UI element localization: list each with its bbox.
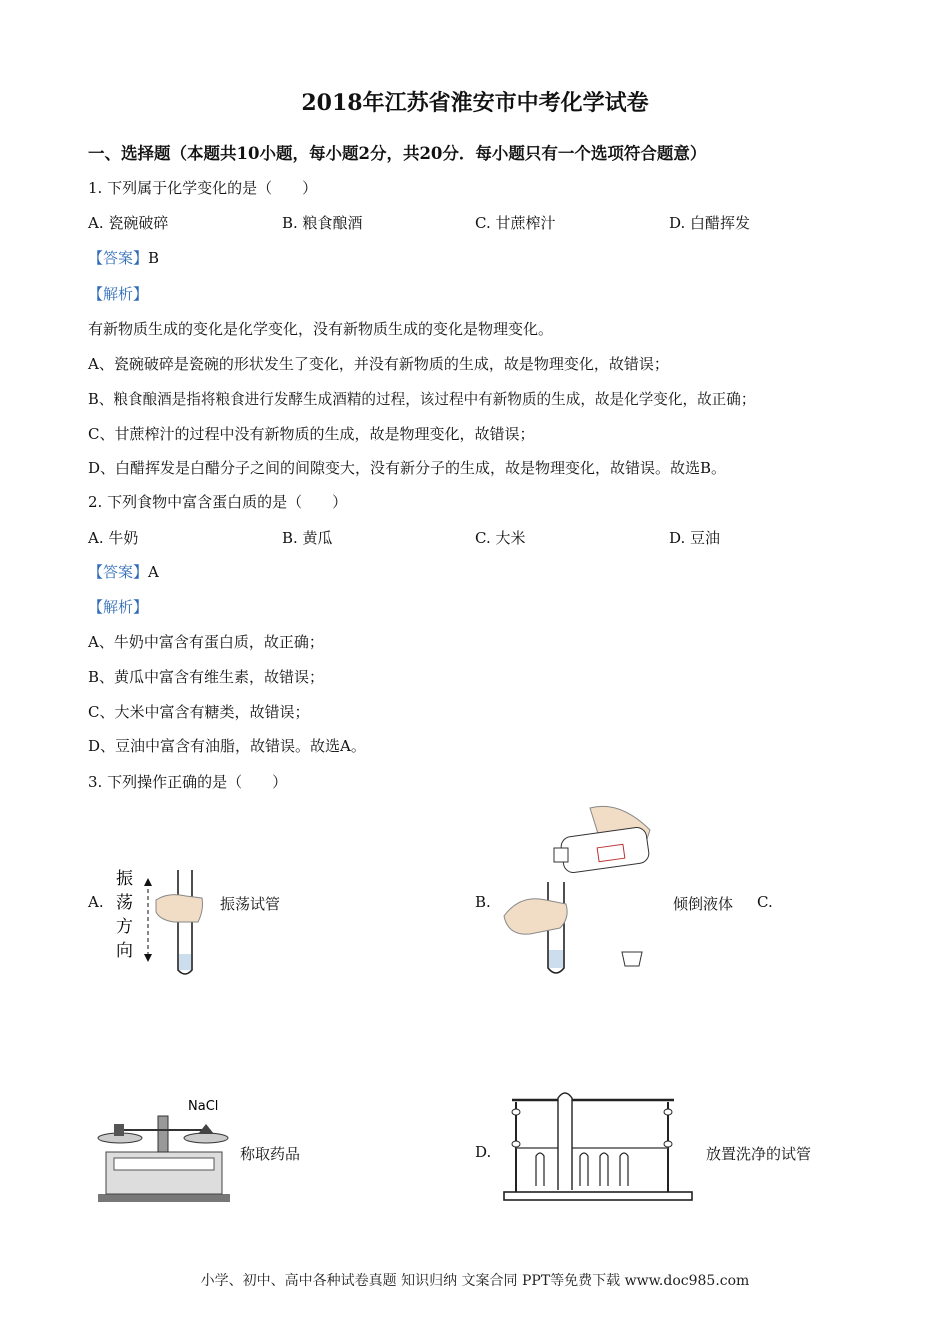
- balance-pillar: [158, 1116, 168, 1152]
- q2-option-c: C. 大米: [475, 529, 526, 547]
- q1-analysis-line: 有新物质生成的变化是化学变化，没有新物质生成的变化是物理变化。: [88, 320, 554, 338]
- q3-option-a-caption: 振荡试管: [220, 895, 281, 913]
- liquid: [549, 950, 563, 968]
- q3-option-b-caption: 倾倒液体: [673, 895, 734, 913]
- q3-option-d-letter: D.: [475, 1143, 492, 1161]
- figure-char: 方: [116, 917, 133, 937]
- inverted-test-tube: [600, 1153, 608, 1186]
- answer-tag: 【答案】: [88, 249, 149, 267]
- q1-analysis-line: D、白醋挥发是白醋分子之间的间隙变大，没有新分子的生成，故是物理变化，故错误。故选B。: [88, 459, 727, 477]
- q1-analysis-line: A、瓷碗破碎是瓷碗的形状发生了变化，并没有新物质的生成，故是物理变化，故错误；: [88, 355, 669, 373]
- q1-analysis-tag: 【解析】: [88, 285, 149, 303]
- q1-analysis-line: B、粮食酿酒是指将粮食进行发酵生成酒精的过程，该过程中有新物质的生成，故是化学变化，故正确；: [88, 391, 756, 408]
- inverted-test-tube: [536, 1153, 544, 1186]
- q1-answer: [88, 247, 159, 268]
- arrow-up: [144, 878, 152, 886]
- rack-base: [504, 1192, 692, 1200]
- q2-option-b: B. 黄瓜: [282, 529, 333, 547]
- q2-analysis-tag: 【解析】: [88, 598, 149, 616]
- bottle-mouth: [554, 848, 568, 862]
- q2-stem: 2. 下列食物中富含蛋白质的是（ ）: [88, 493, 348, 511]
- figure-char: 荡: [116, 893, 133, 913]
- peg: [664, 1141, 672, 1147]
- q3-option-a-letter: A.: [88, 893, 104, 911]
- figure-char: 向: [116, 941, 133, 961]
- tube-rack-figure: [500, 1084, 695, 1204]
- q2-analysis-line: C、大米中富含有糖类，故错误；: [88, 703, 310, 721]
- inverted-test-tube: [620, 1153, 628, 1186]
- arrow-down: [144, 954, 152, 962]
- q2-analysis-line: D、豆油中富含有油脂，故错误。故选A。: [88, 737, 366, 755]
- q1-analysis-line: C、甘蔗榨汁的过程中没有新物质的生成，故是物理变化，故错误；: [88, 425, 535, 443]
- q3-stem: 3. 下列操作正确的是（ ）: [88, 773, 288, 791]
- footer-text: 小学、初中、高中各种试卷真题 知识归纳 文案合同 PPT等免费下载 www.doc985.com: [200, 1273, 750, 1289]
- q2-option-d: D. 豆油: [669, 529, 721, 547]
- nacl-label: NaCl: [188, 1099, 219, 1114]
- q3-option-d-caption: 放置洗净的试管: [706, 1145, 812, 1163]
- shake-test-tube-figure: [108, 862, 208, 982]
- right-pan: [184, 1133, 228, 1143]
- q3-option-c-letter: C.: [757, 893, 773, 911]
- answer-value: B: [148, 249, 160, 267]
- q1-stem: 1. 下列属于化学变化的是（ ）: [88, 179, 318, 197]
- liquid: [179, 954, 191, 970]
- answer-tag: 【答案】: [88, 563, 149, 581]
- q1-option-d: D. 白醋挥发: [669, 214, 751, 232]
- section-heading: 一、选择题（本题共10小题，每小题2分，共20分．每小题只有一个选项符合题意）: [88, 144, 707, 163]
- q2-analysis-line: B、黄瓜中富含有维生素，故错误；: [88, 668, 325, 686]
- peg: [512, 1109, 520, 1115]
- pour-liquid-figure: [500, 800, 660, 980]
- peg: [664, 1109, 672, 1115]
- q1-option-b: B. 粮食酿酒: [282, 214, 363, 232]
- answer-value: A: [148, 563, 159, 581]
- inverted-test-tube: [558, 1093, 572, 1190]
- bottle-stopper: [622, 952, 642, 966]
- q1-option-c: C. 甘蔗榨汁: [475, 214, 556, 232]
- q3-option-b-letter: B.: [475, 893, 491, 911]
- peg: [512, 1141, 520, 1147]
- q2-analysis-line: A、牛奶中富含有蛋白质，故正确；: [88, 633, 324, 651]
- weight: [114, 1124, 124, 1136]
- balance-scale: [114, 1158, 214, 1170]
- q2-option-a: A. 牛奶: [88, 529, 139, 547]
- inverted-test-tube: [580, 1153, 588, 1186]
- hand: [156, 895, 203, 922]
- holding-hand: [504, 899, 567, 934]
- balance-base: [98, 1194, 230, 1202]
- figure-char: 振: [116, 869, 133, 889]
- q2-answer: [88, 561, 159, 582]
- reagent-bottle: [560, 826, 650, 874]
- q3-option-c-caption: 称取药品: [240, 1145, 301, 1163]
- balance-figure: [94, 1094, 234, 1206]
- page-title: 2018年江苏省淮安市中考化学试卷: [301, 90, 649, 116]
- q1-option-a: A. 瓷碗破碎: [88, 214, 169, 232]
